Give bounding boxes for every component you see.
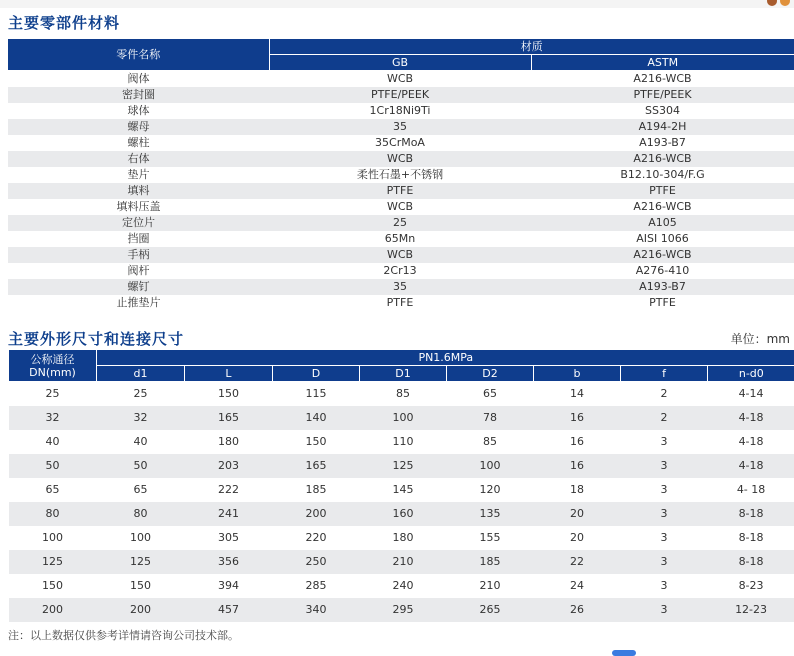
materials-table (8, 39, 794, 311)
header-dn-line2: DN(mm) (9, 366, 96, 379)
header-astm: ASTM (531, 55, 794, 71)
dim-cell: 85 (447, 430, 534, 454)
dim-cell: 32 (9, 406, 97, 430)
astm-cell: A216-WCB (531, 199, 794, 215)
part-name-cell: 填料压盖 (8, 199, 269, 215)
gb-cell: WCB (269, 151, 531, 167)
gb-cell: PTFE (269, 295, 531, 311)
table-row (8, 199, 794, 215)
footnote: 注：以上数据仅供参考详情请咨询公司技术部。 (8, 627, 239, 643)
dim-cell: 160 (360, 502, 447, 526)
dim-cell: 210 (447, 574, 534, 598)
dim-cell: 24 (534, 574, 621, 598)
part-name-cell: 螺钉 (8, 279, 269, 295)
table-row (9, 406, 794, 430)
dim-cell: 14 (534, 382, 621, 407)
scroll-indicator[interactable] (612, 650, 636, 656)
dim-cell: 3 (621, 478, 708, 502)
table-row (9, 382, 794, 407)
dim-cell: 12-23 (708, 598, 794, 622)
table-row (8, 87, 794, 103)
table-row (8, 215, 794, 231)
dim-cell: 240 (360, 574, 447, 598)
part-name-cell: 球体 (8, 103, 269, 119)
dim-cell: 120 (447, 478, 534, 502)
table-row (8, 279, 794, 295)
dim-cell: 8-18 (708, 526, 794, 550)
header-gb: GB (269, 55, 531, 71)
dim-cell: 8-18 (708, 502, 794, 526)
astm-cell: A105 (531, 215, 794, 231)
dim-cell: 185 (273, 478, 360, 502)
dim-cell: 3 (621, 574, 708, 598)
table-row (8, 119, 794, 135)
header-dn-line1: 公称通径 (9, 353, 96, 366)
dim-cell: 18 (534, 478, 621, 502)
astm-cell: A193-B7 (531, 279, 794, 295)
table-row (8, 151, 794, 167)
dim-cell: 285 (273, 574, 360, 598)
part-name-cell: 阀杆 (8, 263, 269, 279)
dim-cell: 340 (273, 598, 360, 622)
header-dim-6: f (621, 366, 708, 382)
dim-cell: 100 (447, 454, 534, 478)
table-row (8, 103, 794, 119)
gb-cell: 65Mn (269, 231, 531, 247)
dim-cell: 2 (621, 382, 708, 407)
gb-cell: WCB (269, 71, 531, 88)
dim-cell: 265 (447, 598, 534, 622)
section-title-dimensions: 主要外形尺寸和连接尺寸 (8, 328, 184, 349)
dim-cell: 180 (360, 526, 447, 550)
dim-cell: 100 (97, 526, 185, 550)
part-name-cell: 垫片 (8, 167, 269, 183)
header-dim-3: D1 (360, 366, 447, 382)
dim-cell: 220 (273, 526, 360, 550)
part-name-cell: 螺母 (8, 119, 269, 135)
dimensions-table (8, 350, 794, 622)
dim-cell: 165 (273, 454, 360, 478)
astm-cell: B12.10-304/F.G (531, 167, 794, 183)
dim-cell: 356 (185, 550, 273, 574)
dim-cell: 200 (97, 598, 185, 622)
table-row (8, 183, 794, 199)
gb-cell: 35CrMoA (269, 135, 531, 151)
dim-cell: 3 (621, 598, 708, 622)
dim-cell: 241 (185, 502, 273, 526)
dim-cell: 65 (9, 478, 97, 502)
dim-cell: 155 (447, 526, 534, 550)
dim-cell: 210 (360, 550, 447, 574)
dim-cell: 3 (621, 502, 708, 526)
header-dim-2: D (273, 366, 360, 382)
dim-cell: 20 (534, 526, 621, 550)
dim-cell: 16 (534, 406, 621, 430)
dim-cell: 32 (97, 406, 185, 430)
dim-cell: 4-18 (708, 454, 794, 478)
gb-cell: 2Cr13 (269, 263, 531, 279)
dim-cell: 150 (273, 430, 360, 454)
gb-cell: WCB (269, 247, 531, 263)
profile-icon[interactable] (780, 0, 790, 6)
dim-cell: 85 (360, 382, 447, 407)
dim-cell: 125 (97, 550, 185, 574)
table-row (8, 263, 794, 279)
dim-cell: 4-18 (708, 430, 794, 454)
gb-cell: 25 (269, 215, 531, 231)
astm-cell: A216-WCB (531, 151, 794, 167)
part-name-cell: 止推垫片 (8, 295, 269, 311)
table-row (9, 502, 794, 526)
table-row (8, 231, 794, 247)
part-name-cell: 螺柱 (8, 135, 269, 151)
dim-cell: 50 (9, 454, 97, 478)
dim-cell: 125 (9, 550, 97, 574)
dim-cell: 185 (447, 550, 534, 574)
header-material: 材质 (269, 39, 794, 55)
dim-cell: 180 (185, 430, 273, 454)
dim-cell: 80 (9, 502, 97, 526)
header-dn (9, 350, 97, 382)
dim-cell: 125 (360, 454, 447, 478)
top-strip (0, 0, 794, 8)
table-row (9, 574, 794, 598)
astm-cell: PTFE (531, 183, 794, 199)
header-part-name: 零件名称 (8, 39, 269, 71)
dim-cell: 145 (360, 478, 447, 502)
dim-cell: 150 (185, 382, 273, 407)
header-dim-0: d1 (97, 366, 185, 382)
dim-cell: 65 (447, 382, 534, 407)
dim-cell: 3 (621, 454, 708, 478)
dim-cell: 250 (273, 550, 360, 574)
dim-cell: 65 (97, 478, 185, 502)
dim-cell: 50 (97, 454, 185, 478)
header-dim-5: b (534, 366, 621, 382)
table-row (9, 526, 794, 550)
dim-cell: 200 (9, 598, 97, 622)
dim-cell: 26 (534, 598, 621, 622)
table-row (9, 478, 794, 502)
astm-cell: A194-2H (531, 119, 794, 135)
dim-cell: 100 (360, 406, 447, 430)
table-row (8, 135, 794, 151)
section-title-materials: 主要零部件材料 (8, 12, 120, 33)
dim-cell: 20 (534, 502, 621, 526)
part-name-cell: 填料 (8, 183, 269, 199)
part-name-cell: 手柄 (8, 247, 269, 263)
part-name-cell: 挡圈 (8, 231, 269, 247)
extension-icon[interactable] (767, 0, 777, 6)
gb-cell: 35 (269, 119, 531, 135)
dim-cell: 203 (185, 454, 273, 478)
dim-cell: 115 (273, 382, 360, 407)
dim-cell: 222 (185, 478, 273, 502)
dim-cell: 100 (9, 526, 97, 550)
dim-cell: 295 (360, 598, 447, 622)
dim-cell: 2 (621, 406, 708, 430)
astm-cell: AISI 1066 (531, 231, 794, 247)
header-pn: PN1.6MPa (97, 350, 794, 366)
table-row (9, 454, 794, 478)
table-row (9, 430, 794, 454)
dim-cell: 110 (360, 430, 447, 454)
dim-cell: 3 (621, 550, 708, 574)
gb-cell: 35 (269, 279, 531, 295)
dim-cell: 4- 18 (708, 478, 794, 502)
gb-cell: PTFE (269, 183, 531, 199)
dim-cell: 40 (97, 430, 185, 454)
dim-cell: 40 (9, 430, 97, 454)
unit-label: 单位：mm (731, 330, 790, 347)
dim-cell: 78 (447, 406, 534, 430)
gb-cell: 1Cr18Ni9Ti (269, 103, 531, 119)
dim-cell: 150 (97, 574, 185, 598)
dim-cell: 25 (9, 382, 97, 407)
dim-cell: 140 (273, 406, 360, 430)
dim-cell: 3 (621, 526, 708, 550)
astm-cell: PTFE/PEEK (531, 87, 794, 103)
part-name-cell: 右体 (8, 151, 269, 167)
dim-cell: 3 (621, 430, 708, 454)
top-icons (767, 0, 790, 6)
table-row (8, 295, 794, 311)
table-row (9, 598, 794, 622)
gb-cell: WCB (269, 199, 531, 215)
part-name-cell: 密封圈 (8, 87, 269, 103)
dim-cell: 305 (185, 526, 273, 550)
header-dim-1: L (185, 366, 273, 382)
table-row (8, 167, 794, 183)
dim-cell: 16 (534, 454, 621, 478)
dim-cell: 80 (97, 502, 185, 526)
gb-cell: 柔性石墨+不锈钢 (269, 167, 531, 183)
dim-cell: 4-14 (708, 382, 794, 407)
part-name-cell: 阀体 (8, 71, 269, 88)
header-dim-7: n-d0 (708, 366, 794, 382)
astm-cell: A216-WCB (531, 71, 794, 88)
gb-cell: PTFE/PEEK (269, 87, 531, 103)
table-row (8, 247, 794, 263)
dim-cell: 200 (273, 502, 360, 526)
dim-cell: 165 (185, 406, 273, 430)
dim-cell: 135 (447, 502, 534, 526)
dim-cell: 25 (97, 382, 185, 407)
dim-cell: 394 (185, 574, 273, 598)
dim-cell: 16 (534, 430, 621, 454)
table-row (8, 71, 794, 88)
dim-cell: 22 (534, 550, 621, 574)
astm-cell: A216-WCB (531, 247, 794, 263)
astm-cell: A276-410 (531, 263, 794, 279)
dim-cell: 8-23 (708, 574, 794, 598)
dim-cell: 457 (185, 598, 273, 622)
dim-cell: 8-18 (708, 550, 794, 574)
astm-cell: PTFE (531, 295, 794, 311)
table-row (9, 550, 794, 574)
astm-cell: SS304 (531, 103, 794, 119)
header-dim-4: D2 (447, 366, 534, 382)
dim-cell: 150 (9, 574, 97, 598)
dim-cell: 4-18 (708, 406, 794, 430)
astm-cell: A193-B7 (531, 135, 794, 151)
part-name-cell: 定位片 (8, 215, 269, 231)
